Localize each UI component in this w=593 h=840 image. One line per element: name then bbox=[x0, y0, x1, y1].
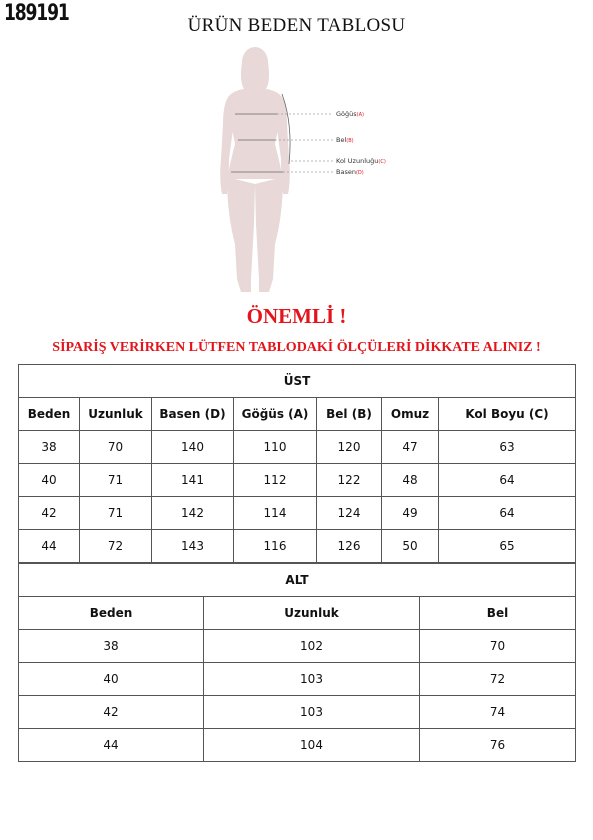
col-header: Uzunluk bbox=[204, 597, 420, 630]
table-cell: 103 bbox=[204, 696, 420, 729]
table-cell: 38 bbox=[19, 431, 80, 464]
table-cell: 120 bbox=[317, 431, 382, 464]
table-cell: 116 bbox=[234, 530, 317, 563]
label-chest: Göğüs(A) bbox=[336, 110, 364, 118]
table-cell: 114 bbox=[234, 497, 317, 530]
table-cell: 76 bbox=[420, 729, 576, 762]
table-cell: 40 bbox=[19, 464, 80, 497]
table-cell: 110 bbox=[234, 431, 317, 464]
table-cell: 64 bbox=[439, 464, 576, 497]
table-row bbox=[19, 696, 576, 729]
table-cell: 44 bbox=[19, 530, 80, 563]
table-cell: 48 bbox=[382, 464, 439, 497]
col-header: Beden bbox=[19, 398, 80, 431]
table-cell: 74 bbox=[420, 696, 576, 729]
label-arm-length: Kol Uzunluğu(C) bbox=[336, 157, 386, 165]
label-waist: Bel(B) bbox=[336, 136, 354, 144]
warning-text: SİPARİŞ VERİRKEN LÜTFEN TABLODAKİ ÖLÇÜLERİ DİKKATE ALINIZ ! bbox=[52, 340, 541, 355]
table-cell: 140 bbox=[152, 431, 234, 464]
table-cell: 71 bbox=[80, 497, 152, 530]
table-cell: 49 bbox=[382, 497, 439, 530]
table-cell: 143 bbox=[152, 530, 234, 563]
col-header: Uzunluk bbox=[80, 398, 152, 431]
table-cell: 103 bbox=[204, 663, 420, 696]
page-title: ÜRÜN BEDEN TABLOSU bbox=[187, 15, 406, 36]
table-cell: 72 bbox=[80, 530, 152, 563]
upper-header-row bbox=[19, 398, 576, 431]
col-header: Bel bbox=[420, 597, 576, 630]
table-cell: 72 bbox=[420, 663, 576, 696]
col-header: Kol Boyu (C) bbox=[439, 398, 576, 431]
table-cell: 70 bbox=[420, 630, 576, 663]
table-cell: 64 bbox=[439, 497, 576, 530]
table-cell: 42 bbox=[19, 497, 80, 530]
table-cell: 44 bbox=[19, 729, 204, 762]
female-silhouette bbox=[220, 47, 290, 292]
table-cell: 65 bbox=[439, 530, 576, 563]
table-cell: 124 bbox=[317, 497, 382, 530]
table-row bbox=[19, 729, 576, 762]
table-row bbox=[19, 464, 576, 497]
table-cell: 142 bbox=[152, 497, 234, 530]
table-cell: 63 bbox=[439, 431, 576, 464]
table-cell: 40 bbox=[19, 663, 204, 696]
label-hip: Basen(D) bbox=[336, 168, 364, 176]
table-cell: 122 bbox=[317, 464, 382, 497]
lower-size-table bbox=[18, 563, 576, 762]
lower-header-row bbox=[19, 597, 576, 630]
table-cell: 42 bbox=[19, 696, 204, 729]
table-cell: 50 bbox=[382, 530, 439, 563]
col-header: Beden bbox=[19, 597, 204, 630]
table-row bbox=[19, 530, 576, 563]
upper-section-title: ÜST bbox=[19, 365, 576, 398]
important-heading: ÖNEMLİ ! bbox=[246, 304, 347, 328]
upper-size-table bbox=[18, 364, 576, 563]
lower-section-title: ALT bbox=[19, 564, 576, 597]
table-row bbox=[19, 431, 576, 464]
table-row bbox=[19, 497, 576, 530]
body-measurement-diagram bbox=[205, 44, 395, 294]
col-header: Basen (D) bbox=[152, 398, 234, 431]
table-cell: 38 bbox=[19, 630, 204, 663]
table-cell: 102 bbox=[204, 630, 420, 663]
col-header: Bel (B) bbox=[317, 398, 382, 431]
table-cell: 70 bbox=[80, 431, 152, 464]
table-row bbox=[19, 630, 576, 663]
table-cell: 47 bbox=[382, 431, 439, 464]
table-cell: 112 bbox=[234, 464, 317, 497]
table-cell: 126 bbox=[317, 530, 382, 563]
table-cell: 104 bbox=[204, 729, 420, 762]
col-header: Göğüs (A) bbox=[234, 398, 317, 431]
product-code: 189191 bbox=[4, 1, 69, 26]
table-cell: 71 bbox=[80, 464, 152, 497]
table-row bbox=[19, 663, 576, 696]
table-cell: 141 bbox=[152, 464, 234, 497]
col-header: Omuz bbox=[382, 398, 439, 431]
